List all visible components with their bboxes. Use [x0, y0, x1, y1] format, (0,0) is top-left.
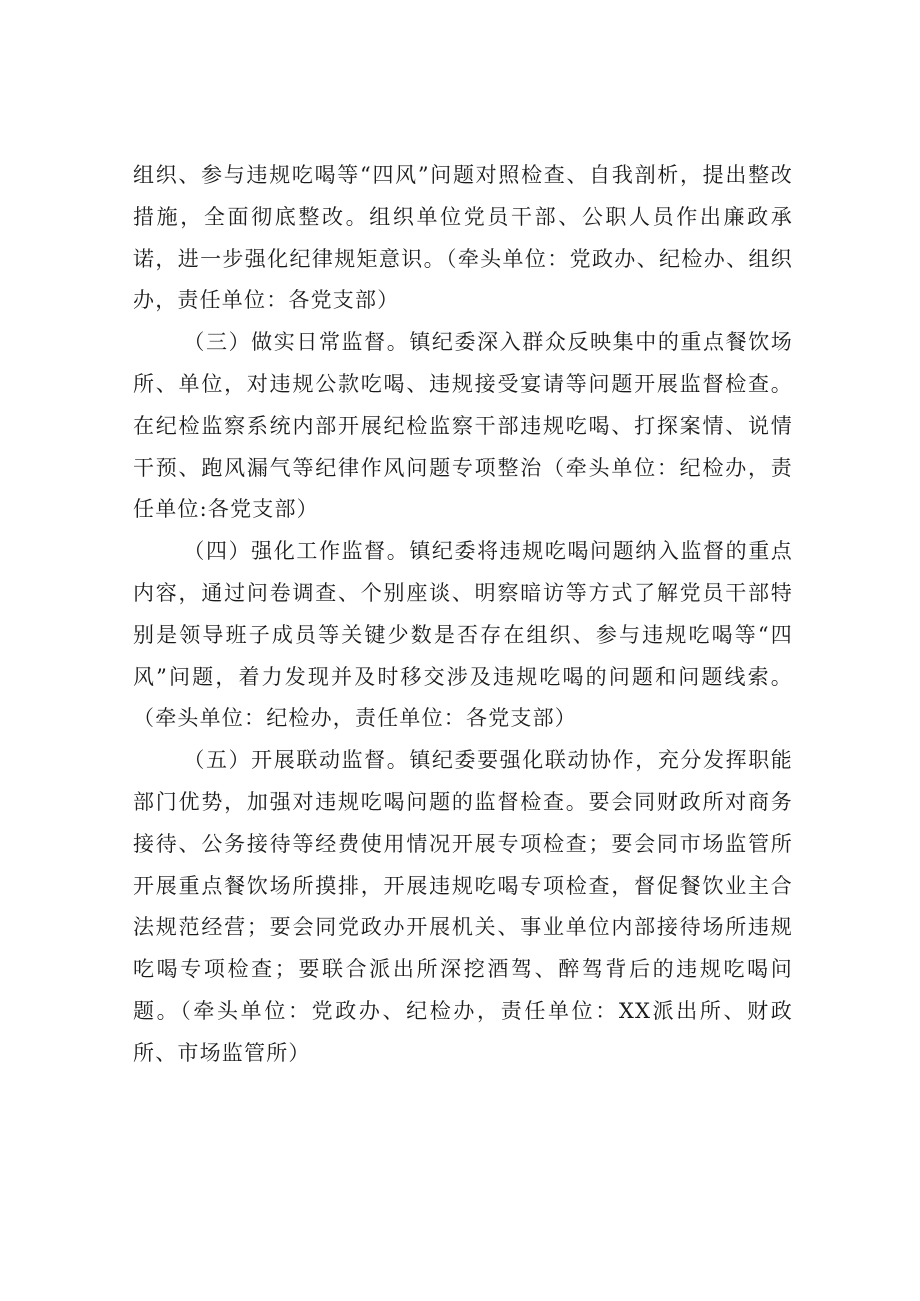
- paragraph-joint-supervision: （五）开展联动监督。镇纪委要强化联动协作，充分发挥职能部门优势，加强对违规吃喝问题的监督检查。要会同财政所对商务接待、公务接待等经费使用情况开展专项检查；要会同市场监管所开展重点餐饮场所摸排，开展违规吃喝专项检查，督促餐饮业主合法规范经营；要会同党政办开展机关、事业单位内部接待场所违规吃喝专项检查；要联合派出所深挖酒驾、醉驾背后的违规吃喝问题。（牵头单位：党政办、纪检办，责任单位：XX派出所、财政所、市场监管所）: [133, 748, 793, 1065]
- paragraph-daily-supervision: （三）做实日常监督。镇纪委深入群众反映集中的重点餐饮场所、单位，对违规公款吃喝、违规接受宴请等问题开展监督检查。在纪检监察系统内部开展纪检监察干部违规吃喝、打探案情、说情干预、跑风漏气等纪律作风问题专项整治（牵头单位：纪检办，责任单位:各党支部）: [133, 330, 793, 522]
- paragraph-continuation: 组织、参与违规吃喝等“四风”问题对照检查、自我剖析，提出整改措施，全面彻底整改。组织单位党员干部、公职人员作出廉政承诺，进一步强化纪律规矩意识。（牵头单位：党政办、纪检办、组织办，责任单位：各党支部）: [133, 163, 793, 313]
- document-body: [133, 155, 793, 1075]
- paragraph-work-supervision: （四）强化工作监督。镇纪委将违规吃喝问题纳入监督的重点内容，通过问卷调查、个别座谈、明察暗访等方式了解党员干部特别是领导班子成员等关键少数是否存在组织、参与违规吃喝等“四风”问题，着力发现并及时移交涉及违规吃喝的问题和问题线索。（牵头单位：纪检办，责任单位：各党支部）: [133, 539, 793, 731]
